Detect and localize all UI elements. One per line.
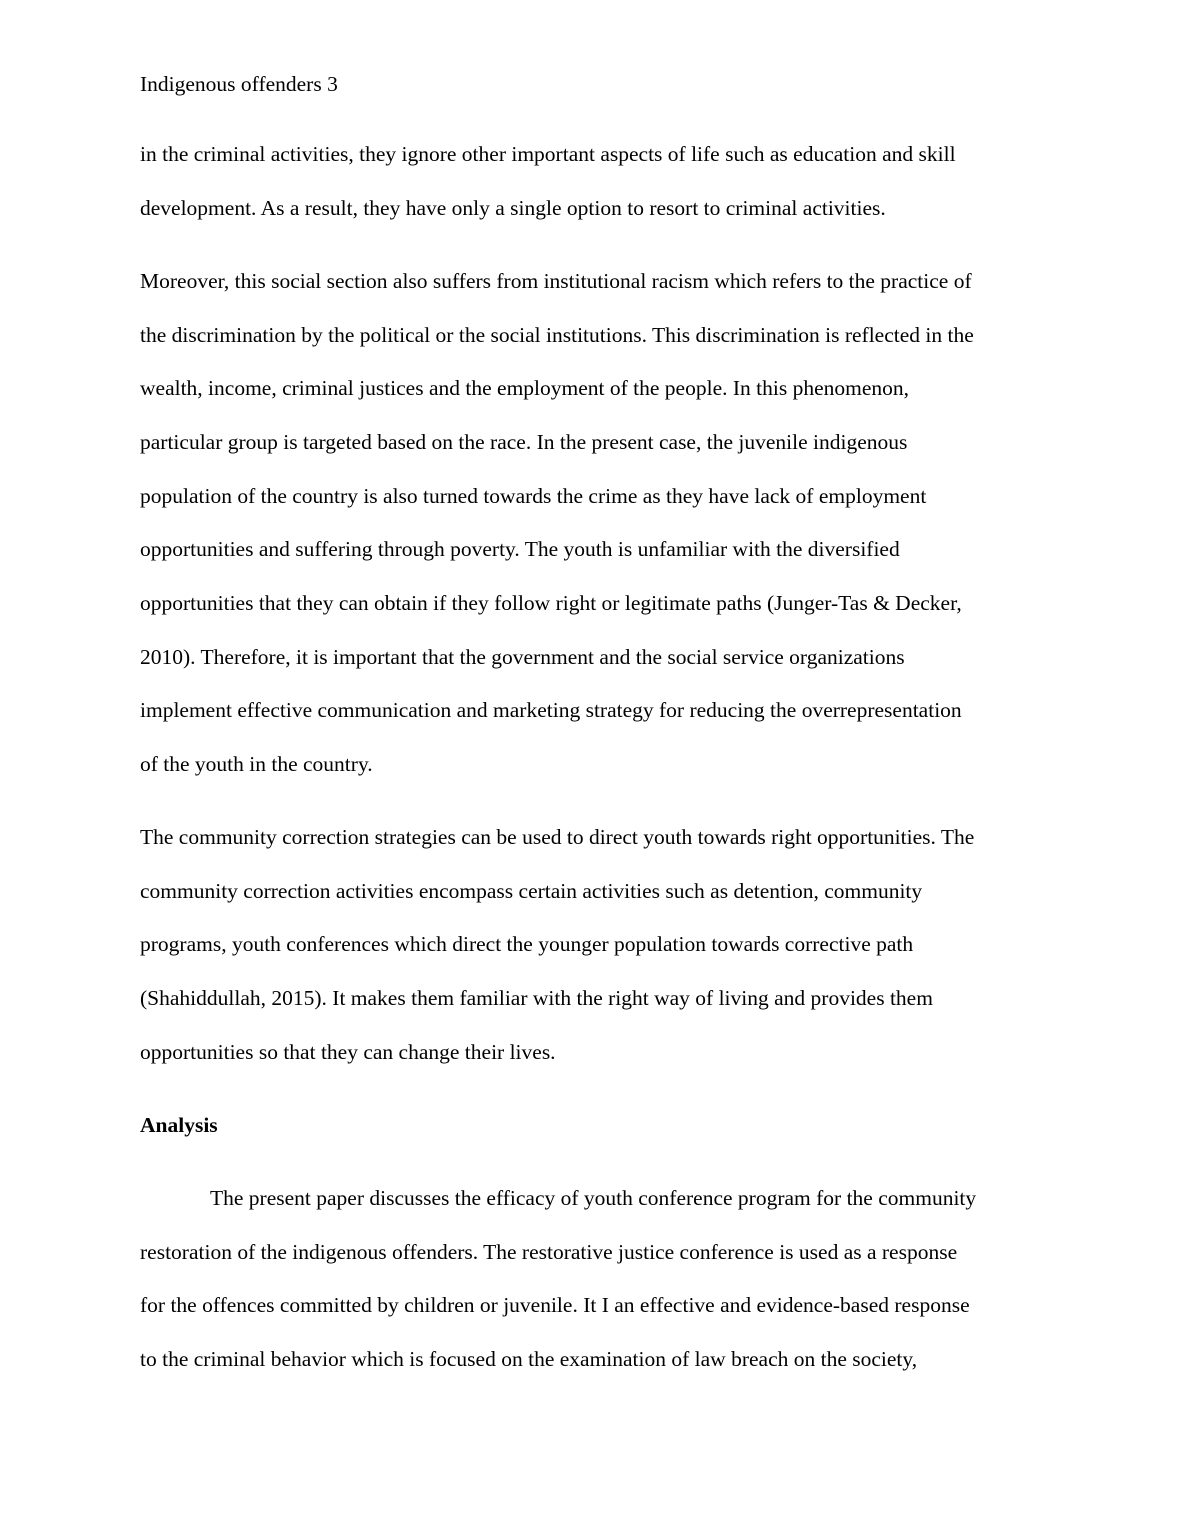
- text-line: particular group is targeted based on the race. In the present case, the juvenile indigenous: [140, 430, 908, 454]
- text-line: of the youth in the country.: [140, 752, 373, 776]
- text-line: opportunities that they can obtain if they follow right or legitimate paths (Junger-Tas & Decker,: [140, 591, 962, 615]
- text-line: restoration of the indigenous offenders. The restorative justice conference is used as a response: [140, 1240, 958, 1264]
- text-line: for the offences committed by children or juvenile. It I an effective and evidence-based response: [140, 1293, 970, 1317]
- section-heading-analysis: Analysis: [140, 1113, 218, 1137]
- text-line: the discrimination by the political or the social institutions. This discrimination is reflected in the: [140, 323, 974, 347]
- text-line: wealth, income, criminal justices and the employment of the people. In this phenomenon,: [140, 376, 910, 400]
- running-head: Indigenous offenders 3: [140, 72, 338, 96]
- text-line: Moreover, this social section also suffers from institutional racism which refers to the practice of: [140, 269, 972, 293]
- text-line: in the criminal activities, they ignore other important aspects of life such as education and skill: [140, 142, 956, 166]
- text-line: to the criminal behavior which is focused on the examination of law breach on the society,: [140, 1347, 918, 1371]
- text-line: opportunities so that they can change their lives.: [140, 1040, 556, 1064]
- text-line: community correction activities encompass certain activities such as detention, community: [140, 879, 923, 903]
- text-line: programs, youth conferences which direct the younger population towards corrective path: [140, 932, 914, 956]
- text-line: 2010). Therefore, it is important that the government and the social service organizations: [140, 645, 905, 669]
- text-line: (Shahiddullah, 2015). It makes them familiar with the right way of living and provides them: [140, 986, 933, 1010]
- text-line: development. As a result, they have only a single option to resort to criminal activities.: [140, 196, 886, 220]
- text-line: The community correction strategies can be used to direct youth towards right opportunities. The: [140, 825, 975, 849]
- text-line: population of the country is also turned towards the crime as they have lack of employment: [140, 484, 927, 508]
- text-line: The present paper discusses the efficacy of youth conference program for the community: [210, 1186, 977, 1210]
- text-line: implement effective communication and marketing strategy for reducing the overrepresentation: [140, 698, 962, 722]
- text-line: opportunities and suffering through poverty. The youth is unfamiliar with the diversified: [140, 537, 900, 561]
